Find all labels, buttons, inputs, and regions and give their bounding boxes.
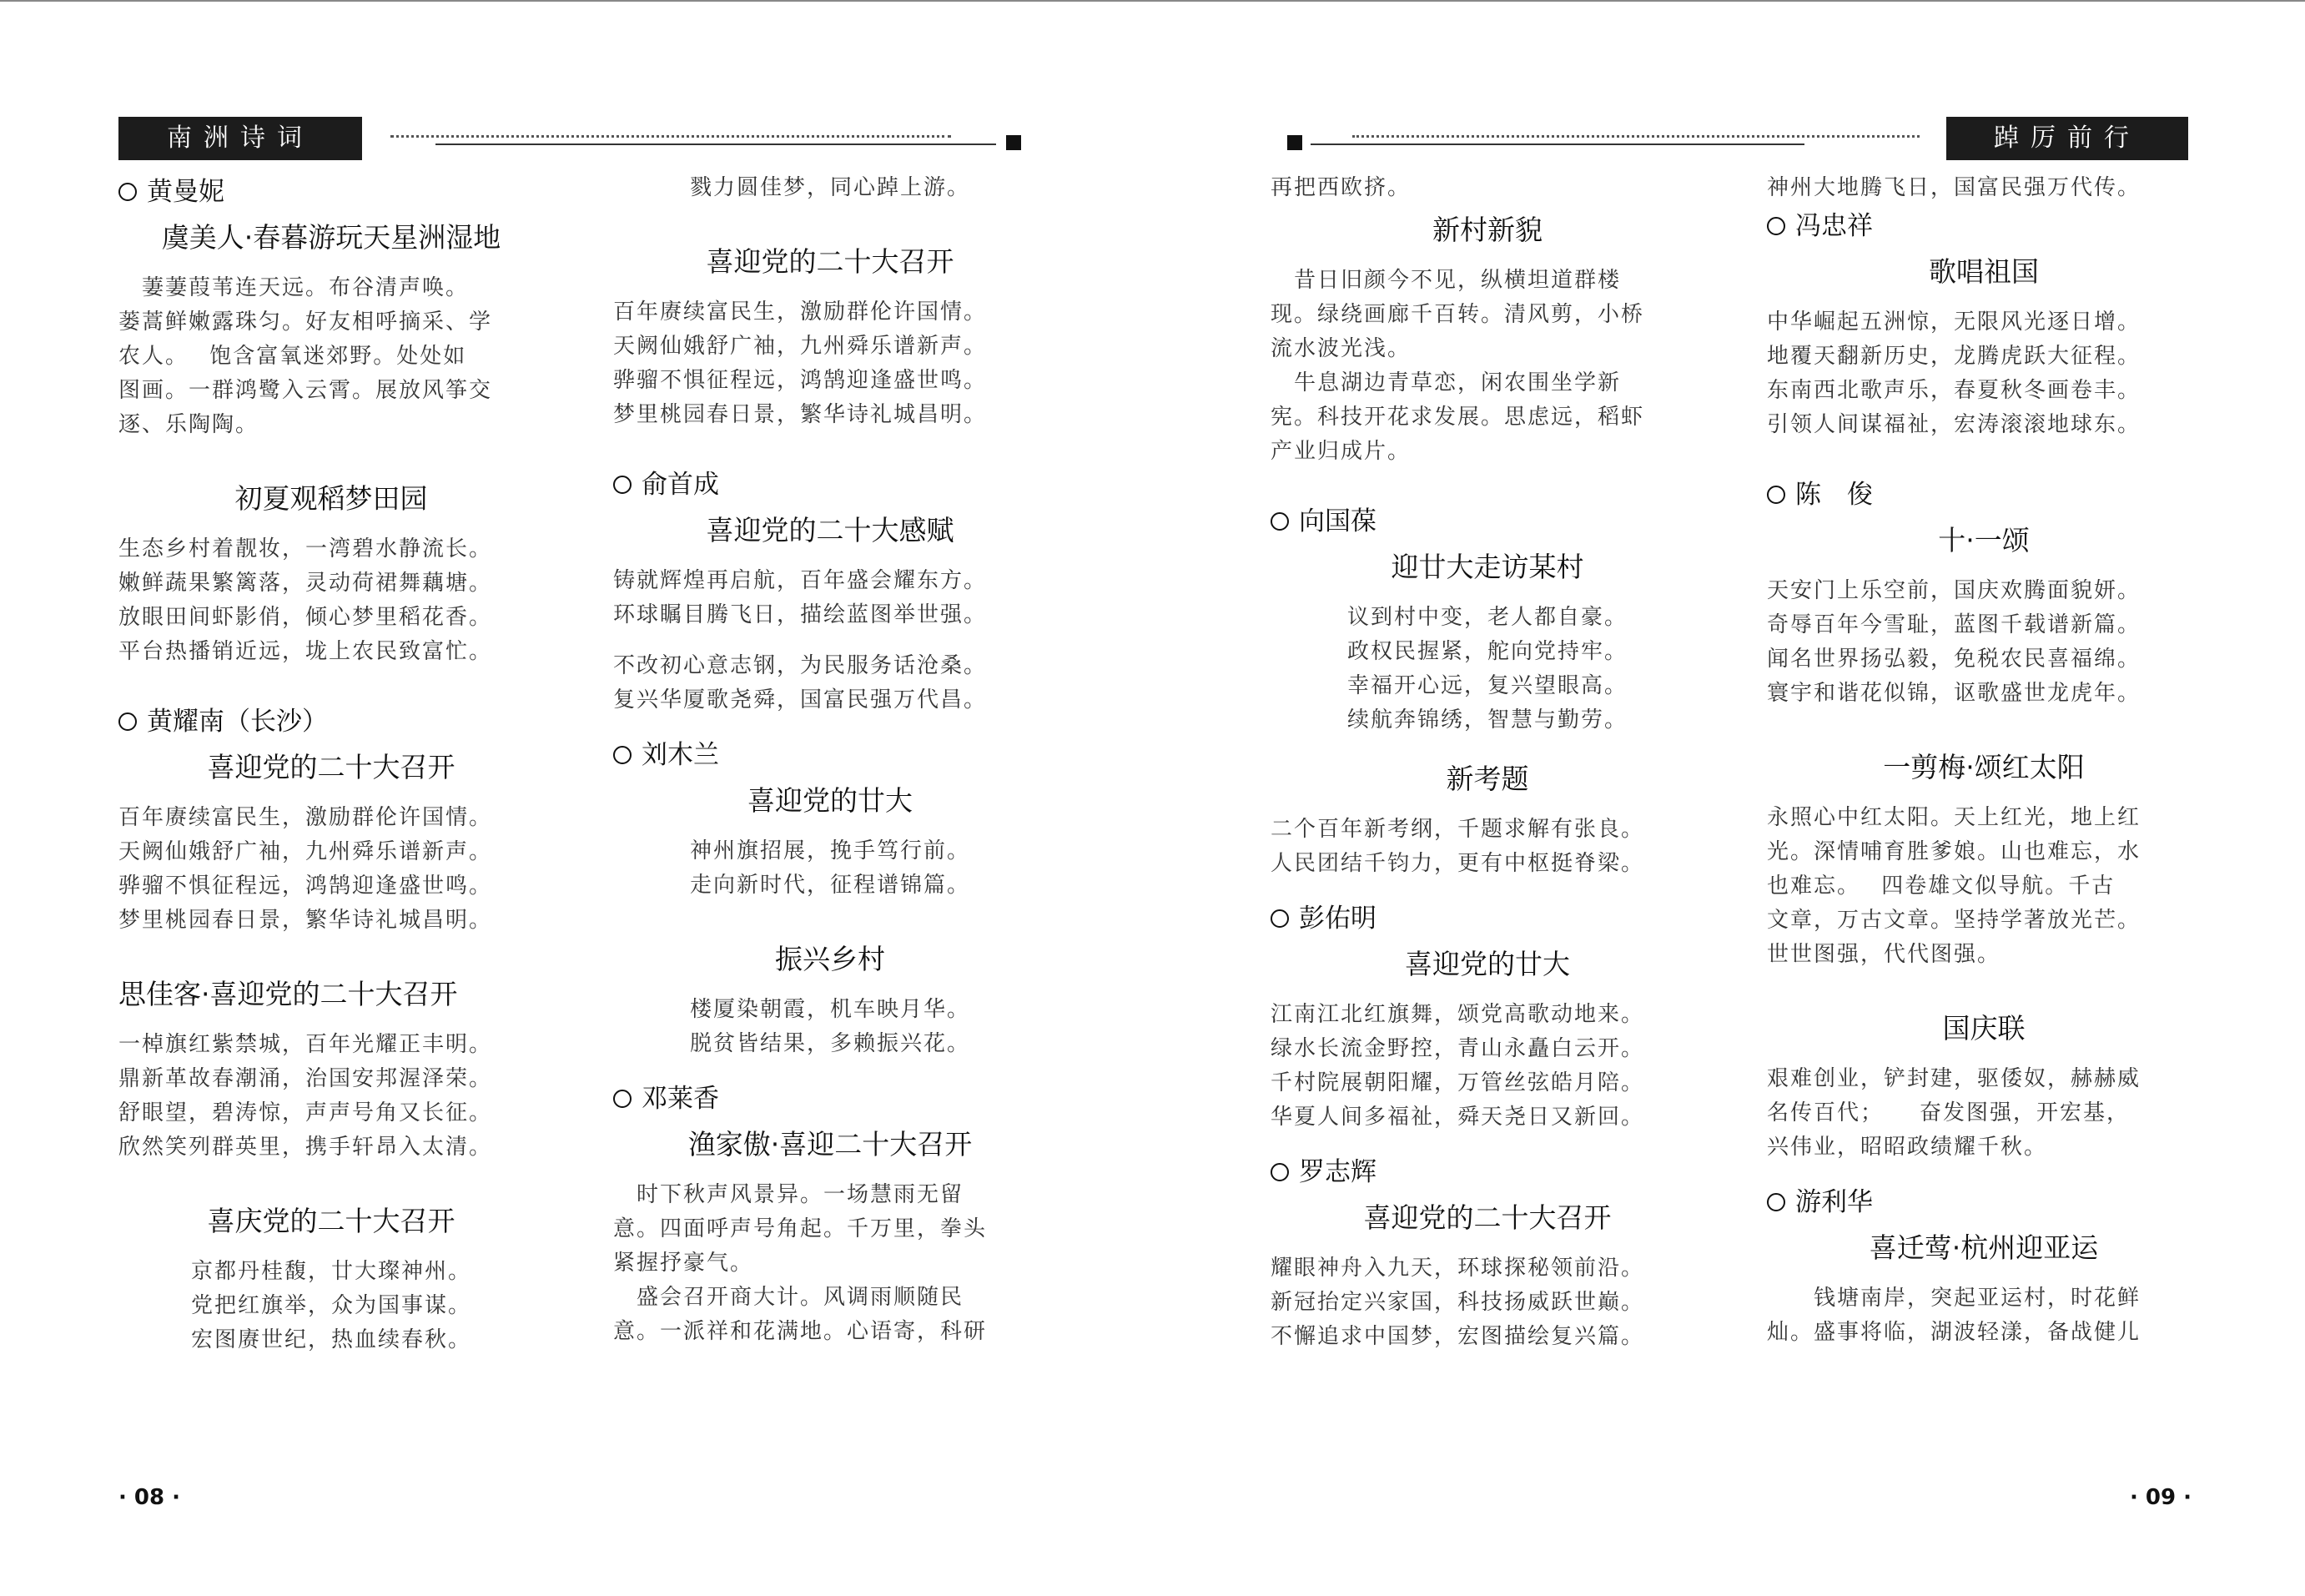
- author-name: [1767, 1181, 2201, 1223]
- poem-line: 现。绿绕画廊千百转。清风剪，小桥: [1271, 302, 1645, 327]
- poem-line: 奇辱百年今雪耻，蓝图千载谱新篇。: [1767, 612, 2141, 637]
- poem-line: 宪。科技开花求发展。思虑远，稻虾: [1271, 405, 1645, 430]
- poem-line: 钱塘南岸，突起亚运村，时花鲜: [1767, 1286, 2141, 1311]
- poem-line: 复兴华厦歌尧舜，国富民强万代昌。: [613, 687, 988, 712]
- stanza-gap: [613, 432, 1047, 464]
- stanza-gap: [613, 1061, 1047, 1078]
- poem-line: 骅骝不惧征程远，鸿鹄迎逢盛世鸣。: [118, 874, 493, 899]
- poem-line: 兴伟业，昭昭政绩耀千秋。: [1767, 1135, 2048, 1160]
- poem-title: 歌唱祖国: [1929, 255, 2039, 288]
- author-name-text: 游利华: [1795, 1187, 1873, 1217]
- poem-title: 喜迎党的廿大: [747, 784, 913, 817]
- header-square-marker: [1006, 135, 1021, 150]
- column-1: [1271, 171, 1704, 1354]
- poem-line: 二个百年新考纲，千题求解有张良。: [1271, 817, 1645, 842]
- author-name-text: 黄曼妮: [147, 177, 224, 207]
- poem-line: 华夏人间多福祉，舜天尧日又新回。: [1271, 1105, 1645, 1130]
- poem-line: 光。深情哺育胜爹娘。山也难忘，水: [1767, 839, 2141, 864]
- poem-line: 鼎新革故春潮涌，治国安邦渥泽荣。: [118, 1066, 493, 1091]
- author-name-text: 向国葆: [1299, 506, 1376, 536]
- stanza-gap: [118, 938, 544, 969]
- page-number: · 08 ·: [118, 1485, 181, 1510]
- poem-title: 喜迎党的二十大召开: [706, 245, 954, 278]
- poem-line: 中华崛起五洲惊，无限风光逐日增。: [1767, 310, 2141, 335]
- poem-line: 萋萋葭苇连天远。布谷清声唤。: [118, 275, 470, 300]
- poem-line: 幸福开心远，复兴望眼高。: [1346, 673, 1628, 698]
- poem-line: 时下秋声风景异。一场慧雨无留: [613, 1182, 964, 1207]
- poem-line: 百年赓续富民生，激励群伦许国情。: [613, 300, 988, 325]
- poem-title: 国庆联: [1942, 1012, 2026, 1045]
- poem-title: 迎廿大走访某村: [1391, 551, 1584, 583]
- poem-line: 天阙仙娥舒广袖，九州舜乐谱新声。: [613, 334, 988, 359]
- poem-line: 宏图赓世纪，热血续春秋。: [190, 1327, 471, 1352]
- stanza-gap: [1767, 1165, 2201, 1181]
- author-name-text: 冯忠祥: [1795, 211, 1873, 241]
- poem-line: 京都丹桂馥，廿大璨神州。: [190, 1259, 471, 1284]
- poem-title: 渔家傲·喜迎二十大召开: [687, 1128, 973, 1160]
- author-name: [1271, 501, 1704, 542]
- poem-line: 引领人间谋福祉，宏涛滚滚地球东。: [1767, 412, 2141, 437]
- poem-line: 天安门上乐空前，国庆欢腾面貌妍。: [1767, 578, 2141, 603]
- right-page: [1152, 0, 2305, 1596]
- stanza-gap: [118, 669, 544, 701]
- stanza-gap: [613, 717, 1047, 734]
- poem-line: 永照心中红太阳。天上红光，地上红: [1767, 805, 2141, 830]
- poem-line: 放眼田间虾影俏，倾心梦里稻花香。: [118, 605, 493, 630]
- author-name-text: 陈 俊: [1795, 480, 1873, 510]
- poem-line: 骅骝不惧征程远，鸿鹄迎逢盛世鸣。: [613, 368, 988, 393]
- author-name: [613, 734, 1047, 776]
- poem-line: 神州大地腾飞日，国富民强万代传。: [1767, 175, 2141, 200]
- poem-line: 意。四面呼声号角起。千万里，拳头: [613, 1216, 988, 1241]
- poem-line: 牛息湖边青草恋，闲农围坐学新: [1271, 370, 1622, 395]
- poem-title: 喜庆党的二十大召开: [207, 1205, 455, 1237]
- poem-title: 振兴乡村: [775, 943, 885, 975]
- circle-bullet-icon: [613, 1090, 632, 1108]
- author-name-text: 俞首成: [642, 470, 719, 500]
- poem-line: 环球瞩目腾飞日，描绘蓝图举世强。: [613, 602, 988, 627]
- poem-line: 昔日旧颜今不见，纵横坦道群楼: [1271, 268, 1622, 293]
- circle-bullet-icon: [1271, 512, 1289, 531]
- stanza-gap: [613, 632, 1047, 649]
- poem-line: 图画。一群鸿鹭入云霄。展放风筝交: [118, 378, 493, 403]
- poem-line: 名传百代； 奋发图强，开宏基，: [1767, 1100, 2131, 1125]
- column-2: [1767, 171, 2201, 1350]
- circle-bullet-icon: [1767, 1193, 1785, 1211]
- poem-line: 议到村中变，老人都自豪。: [1346, 605, 1628, 630]
- author-name-text: 黄耀南（长沙）: [147, 707, 328, 737]
- poem-line: 盛会召开商大计。风调雨顺随民: [613, 1285, 964, 1310]
- poem-title: 喜迎党的廿大: [1405, 948, 1570, 980]
- poem-line: 不改初心意志钢，为民服务话沧桑。: [613, 653, 988, 678]
- poem-line: 产业归成片。: [1271, 439, 1412, 464]
- author-name: [1271, 898, 1704, 939]
- poem-line: 续航奔锦绣，智慧与勤劳。: [1346, 707, 1628, 733]
- poem-line: 农人。 饱含富氧迷郊野。处处如: [118, 344, 467, 369]
- poem-line: 蒌蒿鲜嫩露珠匀。好友相呼摘采、学: [118, 310, 493, 335]
- poem-line: 江南江北红旗舞，颂党高歌动地来。: [1271, 1002, 1645, 1027]
- stanza-gap: [118, 1165, 544, 1196]
- poem-title: 喜迎党的二十大召开: [1363, 1201, 1612, 1234]
- poem-line: 铸就辉煌再启航，百年盛会耀东方。: [613, 568, 988, 593]
- poem-line: 天阙仙娥舒广袖，九州舜乐谱新声。: [118, 839, 493, 864]
- poem-line: 耀眼神舟入九天，环球探秘领前沿。: [1271, 1256, 1645, 1281]
- header-dotted-rule: [1352, 135, 1920, 138]
- stanza-gap: [613, 903, 1047, 934]
- section-header-box: 南洲诗词: [118, 117, 362, 160]
- circle-bullet-icon: [1767, 217, 1785, 235]
- poem-line: 欣然笑列群英里，携手轩昂入太清。: [118, 1135, 493, 1160]
- circle-bullet-icon: [1271, 909, 1289, 928]
- poem-line: 闻名世界扬弘毅，免税农民喜福绵。: [1767, 647, 2141, 672]
- circle-bullet-icon: [1271, 1163, 1289, 1181]
- stanza-gap: [1767, 442, 2201, 474]
- stanza-gap: [1767, 972, 2201, 1004]
- poem-line: 楼厦染朝霞，机车映月华。: [689, 997, 970, 1022]
- poem-line: 再把西欧挤。: [1271, 175, 1412, 200]
- author-name: [613, 464, 1047, 506]
- poem-title: 喜迎党的二十大感赋: [706, 514, 954, 546]
- circle-bullet-icon: [118, 183, 137, 201]
- poem-line: 新冠抬定兴家国，科技扬威跃世巅。: [1271, 1290, 1645, 1315]
- poem-line: 绿水长流金野控，青山永矗白云开。: [1271, 1036, 1645, 1061]
- poem-line: 紧握抒豪气。: [613, 1251, 754, 1276]
- poem-line: 走向新时代，征程谱锦篇。: [689, 873, 970, 898]
- stanza-gap: [1271, 881, 1704, 898]
- section-header-box: 踔厉前行: [1946, 117, 2188, 160]
- poem-line: 流水波光浅。: [1271, 336, 1412, 361]
- poem-line: 戮力圆佳梦，同心踔上游。: [689, 175, 970, 200]
- author-name: [613, 1078, 1047, 1120]
- poem-title: 喜迎党的二十大召开: [207, 751, 455, 783]
- header-dotted-rule: [390, 135, 951, 138]
- author-name-text: 彭佑明: [1299, 904, 1376, 934]
- author-name-text: 邓莱香: [642, 1084, 719, 1114]
- poem-line: 平台热播销近远，垅上农民致富忙。: [118, 639, 493, 664]
- poem-line: 地覆天翻新历史，龙腾虎跃大征程。: [1767, 344, 2141, 369]
- poem-title: 新考题: [1446, 763, 1529, 795]
- stanza-gap: [1271, 469, 1704, 501]
- poem-line: 梦里桃园春日景，繁华诗礼城昌明。: [613, 402, 988, 427]
- poem-line: 党把红旗举，众为国事谋。: [190, 1293, 471, 1318]
- poem-line: 逐、乐陶陶。: [118, 412, 259, 437]
- poem-line: 脱贫皆结果，多赖振兴花。: [689, 1031, 970, 1056]
- poem-title: 喜迁莺·杭州迎亚运: [1869, 1231, 2099, 1264]
- poem-line: 意。一派祥和花满地。心语寄，科研: [613, 1319, 988, 1344]
- stanza-gap: [1767, 711, 2201, 743]
- author-name-text: 刘木兰: [642, 740, 719, 770]
- poem-title: 新村新貌: [1432, 214, 1543, 246]
- poem-title: 十·一颂: [1938, 524, 2030, 556]
- circle-bullet-icon: [613, 476, 632, 494]
- poem-line: 梦里桃园春日景，繁华诗礼城昌明。: [118, 908, 493, 933]
- poem-line: 灿。盛事将临，湖波轻漾，备战健儿: [1767, 1320, 2141, 1345]
- poem-line: 嫩鲜蔬果繁篱落，灵动荷裙舞藕塘。: [118, 571, 493, 596]
- circle-bullet-icon: [1767, 486, 1785, 504]
- header-square-marker: [1287, 135, 1302, 150]
- stanza-gap: [1271, 1135, 1704, 1151]
- poem-line: 文章，万古文章。坚持学著放光芒。: [1767, 908, 2141, 933]
- poem-title: 一剪梅·颂红太阳: [1883, 751, 2085, 783]
- poem-title: 虞美人·春暮游玩天星洲湿地: [161, 221, 501, 254]
- poem-line: 不懈追求中国梦，宏图描绘复兴篇。: [1271, 1324, 1645, 1349]
- poem-line: 艰难创业，铲封建，驱倭奴，赫赫威: [1767, 1066, 2141, 1091]
- poem-line: 一棹旗红紫禁城，百年光耀正丰明。: [118, 1032, 493, 1057]
- author-name: [118, 701, 544, 743]
- author-name-text: 罗志辉: [1299, 1157, 1376, 1187]
- circle-bullet-icon: [118, 712, 137, 731]
- author-name: [1767, 205, 2201, 247]
- poem-line: 千村院展朝阳耀，万管丝弦皓月陪。: [1271, 1070, 1645, 1095]
- poem-line: 也难忘。 四卷雄文似导航。千古: [1767, 874, 2116, 899]
- stanza-gap: [1271, 738, 1704, 754]
- header-solid-rule: [435, 143, 996, 145]
- poem-title: 思佳客·喜迎党的二十大召开: [118, 978, 458, 1010]
- poem-title: 初夏观稻梦田园: [234, 482, 428, 515]
- stanza-gap: [118, 442, 544, 474]
- column-1: [118, 171, 544, 1357]
- poem-line: 舒眼望，碧涛惊，声声号角又长征。: [118, 1100, 493, 1125]
- author-name: [118, 171, 544, 213]
- poem-line: 寰宇和谐花似锦，讴歌盛世龙虎年。: [1767, 681, 2141, 706]
- poem-line: 生态乡村着靓妆，一湾碧水静流长。: [118, 536, 493, 561]
- page-number: · 09 ·: [2130, 1485, 2192, 1510]
- circle-bullet-icon: [613, 746, 632, 764]
- poem-line: 神州旗招展，挽手笃行前。: [689, 838, 970, 863]
- author-name: [1767, 474, 2201, 516]
- poem-line: 东南西北歌声乐，春夏秋冬画卷丰。: [1767, 378, 2141, 403]
- header-solid-rule: [1311, 143, 1804, 145]
- column-2: [613, 171, 1047, 1349]
- stanza-gap: [613, 205, 1047, 237]
- author-name: [1271, 1151, 1704, 1193]
- poem-line: 世世图强，代代图强。: [1767, 942, 2001, 967]
- poem-line: 人民团结千钧力，更有中枢挺脊梁。: [1271, 851, 1645, 876]
- poem-line: 政权民握紧，舵向党持牢。: [1346, 639, 1628, 664]
- poem-line: 百年赓续富民生，激励群伦许国情。: [118, 805, 493, 830]
- left-page: [0, 0, 1152, 1596]
